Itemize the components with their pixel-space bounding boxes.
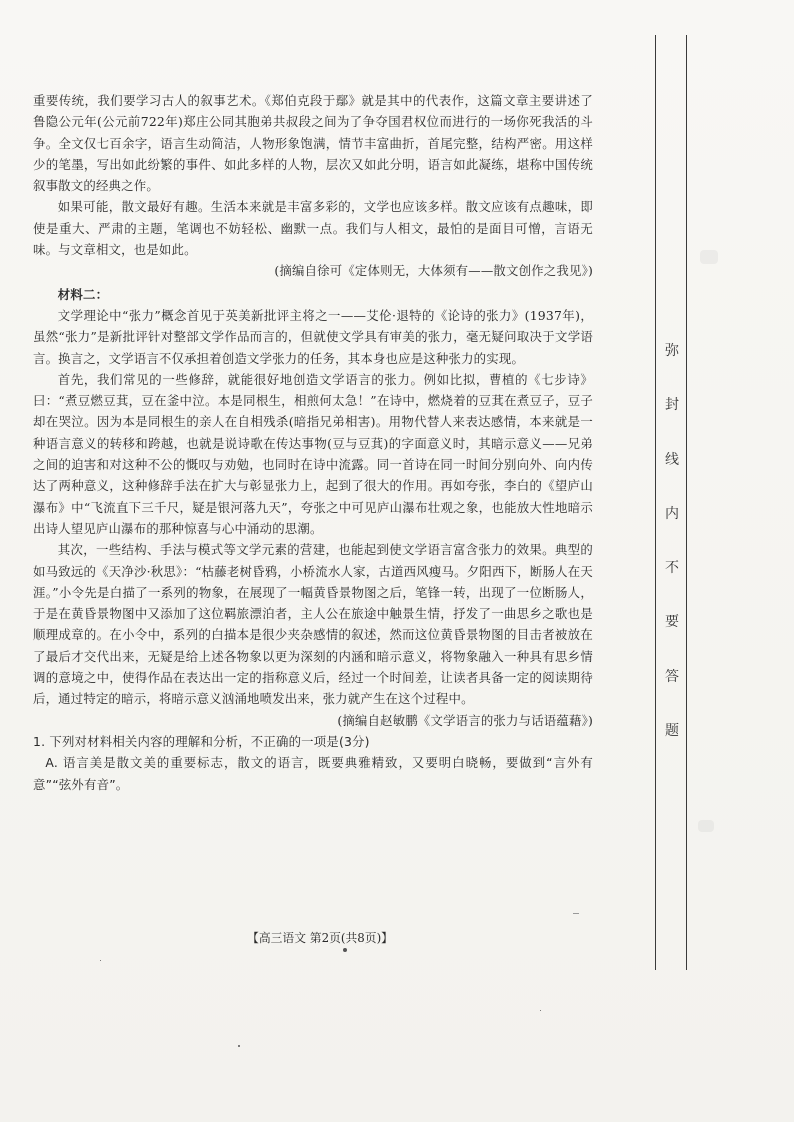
seal-char: 题: [665, 722, 679, 739]
binding-line-left: [655, 35, 656, 970]
seal-char: 要: [665, 614, 679, 631]
seal-char: 答: [665, 668, 679, 685]
scan-smudge: [698, 820, 714, 832]
scan-speck: [540, 1010, 541, 1011]
paragraph-4: 首先，我们常见的一些修辞，就能很好地创造文学语言的张力。例如比拟，曹植的《七步诗》曰：“煮豆燃豆萁，豆在釜中泣。本是同根生，相煎何太急！”在诗中，燃烧着的豆萁在煮豆子，豆子却在哭泣。因为本是同根生的亲人在自相残杀(暗指兄弟相害)。用物代替人来表达感情，本来就是一种语言意义的转移和跨越，也就是说诗歌在传达事物(豆与豆萁)的字面意义时，其暗示意义——兄弟之间的迫害和对这种不公的慨叹与劝勉，也同时在诗中流露。同一首诗在同一时间分别向外、向内传达了两种意义，这种修辞手法在扩大与彰显张力上，起到了很大的作用。再如夸张，李白的《望庐山瀑布》中“飞流直下三千尺，疑是银河落九天”，夸张之中可见庐山瀑布壮观之象，也能放大性地暗示出诗人望见庐山瀑布的那种惊喜与心中涌动的思潮。: [33, 371, 593, 536]
seal-char: 不: [665, 560, 679, 577]
seal-char: 弥: [665, 343, 679, 359]
seal-char: 封: [665, 397, 679, 414]
scan-smudge: [700, 250, 718, 264]
paragraph-5: 其次，一些结构、手法与模式等文学元素的营建，也能起到使文学语言富含张力的效果。典型的如马致远的《天净沙·秋思》：“枯藤老树昏鸦，小桥流水人家，古道西风瘦马。夕阳西下，断肠人在天涯。”小令先是白描了一系列的物象，在展现了一幅黄昏景物图之后，笔锋一转，出现了一位断肠人，于是在黄昏景物图中又添加了这位羁旅漂泊者，主人公在旅途中触景生情，抒发了一曲思乡之歌也是顺理成章的。在小令中，系列的白描本是很少夹杂感情的叙述，然而这位黄昏景物图的目击者被放在了最后才交代出来，无疑是给上述各物象以更为深刻的内涵和暗示意义，将物象融入一种具有思乡情调的意境之中，使得作品在表达出一定的指称意义后，经过一个时间差，让读者具备一定的阅读期待后，通过特定的暗示，将暗示意义汹涌地喷发出来，张力就产生在这个过程中。: [33, 542, 593, 707]
seal-char: 线: [665, 451, 679, 468]
question-1: 1. 下列对材料相关内容的理解和分析，不正确的一项是(3分): [33, 733, 370, 749]
section-heading-material-2: 材料二：: [57, 286, 109, 302]
paragraph-2: 如果可能，散文最好有趣。生活本来就是丰富多彩的，文学也应该多样。散文应该有点趣味，即使是重大、严肃的主题，笔调也不妨轻松、幽默一点。我们与人相文，最怕的是面目可憎，言语无味。与文章相文，也是如此。: [33, 199, 593, 258]
seal-line-notice: [657, 340, 687, 740]
scan-speck: [100, 960, 101, 961]
page-content: [33, 90, 593, 795]
seal-char: 内: [665, 505, 679, 522]
scan-speck: [238, 1045, 240, 1047]
question-1-option-a: A. 语言美是散文美的重要标志，散文的语言，既要典雅精致，又要明白晓畅，要做到“言外有意”“弦外有音”。: [33, 755, 593, 792]
source-citation-1: (摘编自徐可《定体则无，大体须有——散文创作之我见》): [274, 263, 593, 279]
page-footer: 【高三语文 第2页(共8页)】: [247, 931, 393, 945]
footer-dash: [573, 913, 579, 914]
paragraph-3: 文学理论中“张力”概念首见于英美新批评主将之一——艾伦·退特的《论诗的张力》(1937年)，虽然“张力”是新批评针对整部文学作品而言的，但就使文学具有审美的张力，毫无疑问取决于文学语言。换言之，文学语言不仅承担着创造文学张力的任务，其本身也应是这种张力的实现。: [33, 307, 593, 366]
source-citation-2: (摘编自赵敏鹏《文学语言的张力与话语蕴藉》): [337, 712, 593, 728]
paragraph-1: 重要传统，我们要学习古人的叙事艺术。《郑伯克段于鄢》就是其中的代表作，这篇文章主要讲述了鲁隐公元年(公元前722年)郑庄公同其胞弟共叔段之间为了争夺国君权位而进行的一场你死我活的斗争。全文仅七百余字，语言生动简洁，人物形象饱满，情节丰富曲折，首尾完整，结构严密。用这样少的笔墨，写出如此纷繁的事件、如此多样的人物，层次又如此分明，语言如此凝练，堪称中国传统叙事散文的经典之作。: [33, 93, 593, 194]
scan-speck: [343, 948, 347, 952]
